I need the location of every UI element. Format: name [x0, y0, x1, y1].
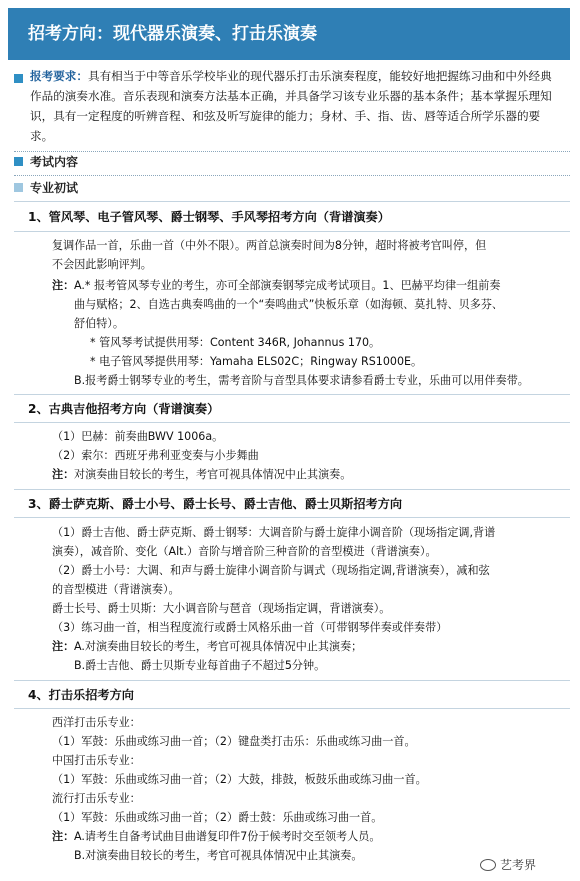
section-1-line: * 管风琴考试提供用琴：Content 346R, Johannus 170。	[90, 336, 381, 349]
divider	[14, 680, 570, 681]
section-1-title: 1、管风琴、电子管风琴、爵士钢琴、手风琴招考方向（背谱演奏）	[28, 210, 390, 224]
section-4-line: 西洋打击乐专业：	[52, 716, 141, 729]
watermark-text: 艺考界	[500, 858, 537, 872]
section-3-title: 3、爵士萨克斯、爵士小号、爵士长号、爵士吉他、爵士贝斯招考方向	[28, 497, 403, 511]
section-1-line: 曲与赋格；2、自选古典奏鸣曲的一个“奏鸣曲式”快板乐章（如海顿、莫扎特、贝多芬、	[74, 298, 504, 311]
section-1-line: 舒伯特）。	[74, 317, 124, 330]
note-label: 注：	[52, 830, 75, 843]
note-label: 注：	[52, 468, 75, 481]
divider	[14, 422, 570, 423]
divider	[14, 175, 570, 176]
section-2-line: 对演奏曲目较长的考生，考官可视具体情况中止其演奏。	[74, 468, 352, 481]
section-3-line: B.爵士吉他、爵士贝斯专业每首曲子不超过5分钟。	[74, 659, 326, 672]
section-1-line: 不会因此影响评判。	[52, 258, 152, 271]
section-marker	[14, 183, 23, 192]
page-title: 招考方向：现代器乐演奏、打击乐演奏	[28, 24, 317, 44]
divider	[14, 151, 570, 152]
section-4-line: A.请考生自备考试曲目曲谱复印件7份于候考时交至领考人员。	[74, 830, 381, 843]
section-4-line: 中国打击乐专业：	[52, 754, 141, 767]
section-4-line: （1）军鼓：乐曲或练习曲一首；（2）大鼓，排鼓，板鼓乐曲或练习曲一首。	[52, 773, 427, 786]
section-3-line: 爵士长号、爵士贝斯：大小调音阶与琶音（现场指定调，背谱演奏）。	[52, 602, 391, 615]
requirements-text: 具有相当于中等音乐学校毕业的现代器乐打击乐演奏程度，能较好地把握练习曲和中外经典作品的演奏水准。音乐表现和演奏方法基本正确，并具备学习该专业乐器的基本条件；基本掌握乐理知识，具有一定程度的听辨音程、和弦及听写旋律的能力；身材、手、指、齿、唇等适合所学乐器的要求。	[30, 69, 552, 143]
section-2-line: （2）索尔：西班牙弗利亚变奏与小步舞曲	[52, 449, 259, 462]
note-label: 注：	[52, 640, 75, 653]
section-3-line: A.对演奏曲目较长的考生，考官可视具体情况中止其演奏；	[74, 640, 363, 653]
chat-bubble-icon	[480, 859, 496, 871]
requirements-label: 报考要求：	[30, 69, 88, 83]
section-1-line: * 电子管风琴提供用琴：Yamaha ELS02C；Ringway RS1000E。	[90, 355, 423, 368]
section-1-line: A.* 报考管风琴专业的考生，亦可全部演奏钢琴完成考试项目。1、巴赫平均律一组前奏	[74, 279, 501, 292]
divider	[14, 394, 570, 395]
section-3-line: 演奏），减音阶、变化（Alt.）音阶与增音阶三种音阶的音型模进（背谱演奏）。	[52, 545, 437, 558]
section-marker	[14, 157, 23, 166]
section-4-title: 4、打击乐招考方向	[28, 688, 134, 702]
section-1-line: 复调作品一首，乐曲一首（中外不限）。两首总演奏时间为8分钟，超时将被考官叫停，但	[52, 239, 487, 252]
section-3-line: （2）爵士小号：大调、和声与爵士旋律小调音阶与调式（现场指定调,背谱演奏），减和弦	[52, 564, 490, 577]
section-4-line: （1）军鼓：乐曲或练习曲一首；（2）爵士鼓：乐曲或练习曲一首。	[52, 811, 383, 824]
section-2-title: 2、古典吉他招考方向（背谱演奏）	[28, 402, 220, 416]
prelim-label: 专业初试	[30, 181, 79, 195]
section-4-line: B.对演奏曲目较长的考生，考官可视具体情况中止其演奏。	[74, 849, 363, 862]
divider	[14, 201, 570, 202]
exam-content-label: 考试内容	[30, 155, 79, 169]
section-4-line: （1）军鼓：乐曲或练习曲一首；（2）键盘类打击乐：乐曲或练习曲一首。	[52, 735, 416, 748]
divider	[14, 517, 570, 518]
section-3-line: （1）爵士吉他、爵士萨克斯、爵士钢琴：大调音阶与爵士旋律小调音阶（现场指定调,背谱	[52, 526, 496, 539]
watermark	[480, 856, 536, 873]
divider	[14, 708, 570, 709]
section-4-line: 流行打击乐专业：	[52, 792, 141, 805]
section-marker	[14, 74, 23, 83]
section-3-line: （3）练习曲一首，相当程度流行或爵士风格乐曲一首（可带钢琴伴奏或伴奏带）	[52, 621, 448, 634]
section-1-line: B.报考爵士钢琴专业的考生，需考音阶与音型具体要求请参看爵士专业，乐曲可以用伴奏带。	[74, 374, 529, 387]
note-label: 注：	[52, 279, 75, 292]
divider	[14, 231, 570, 232]
divider	[14, 489, 570, 490]
section-2-line: （1）巴赫：前奏曲BWV 1006a。	[52, 430, 224, 443]
page-title-banner	[8, 8, 570, 60]
section-3-line: 的音型模进（背谱演奏）。	[52, 583, 180, 596]
requirements-paragraph	[30, 66, 560, 146]
